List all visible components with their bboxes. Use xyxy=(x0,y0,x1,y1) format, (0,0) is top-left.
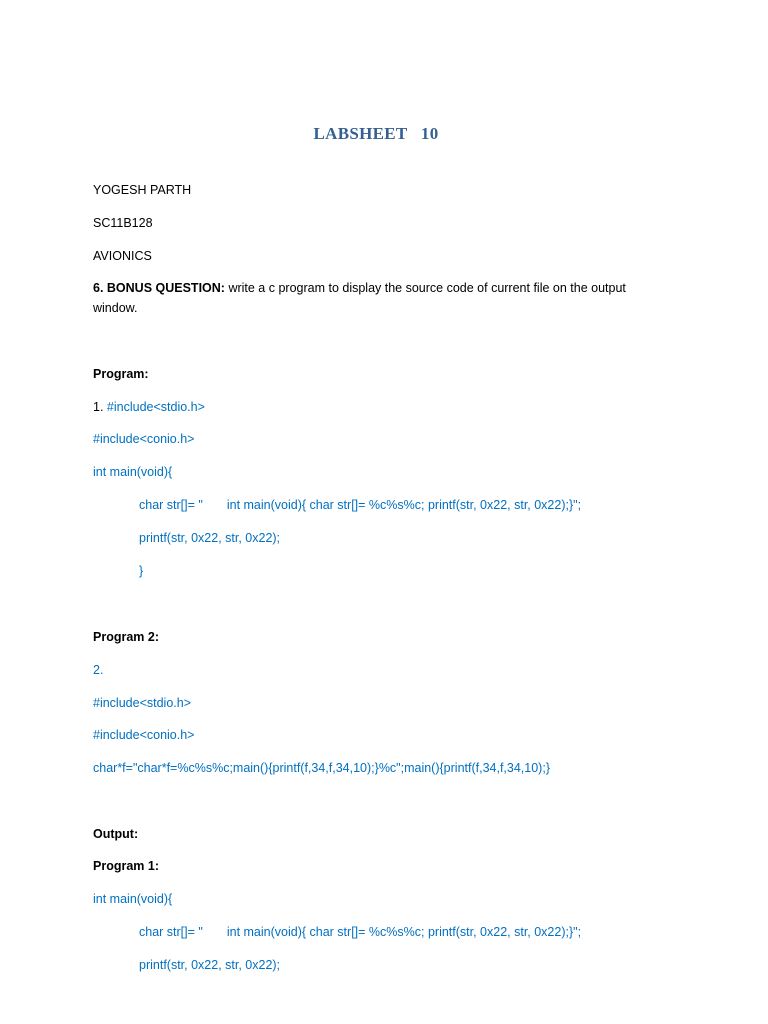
roll-number: SC11B128 xyxy=(93,216,153,230)
program1-heading: Program: xyxy=(93,367,149,381)
output-str-declaration xyxy=(139,924,581,940)
program1-line1 xyxy=(93,399,205,415)
question-paragraph xyxy=(93,280,626,296)
program1-closing-brace: } xyxy=(139,564,144,578)
document-title: LABSHEET 10 xyxy=(313,124,439,143)
program1-str-declaration xyxy=(139,497,581,513)
program1-number: 1. xyxy=(93,400,104,414)
program1-include-stdio: #include<stdio.h> xyxy=(103,400,205,414)
author-name: YOGESH PARTH xyxy=(93,183,192,197)
question-label: 6. BONUS QUESTION: xyxy=(93,281,225,295)
output-str-content: int main(void){ char str[]= %c%s%c; printf(str, 0x22, str, 0x22);}"; xyxy=(226,925,582,939)
output-str-prefix: char str[]= " xyxy=(139,925,203,939)
department: AVIONICS xyxy=(93,249,152,263)
program1-include-conio: #include<conio.h> xyxy=(93,432,195,446)
output-printf: printf(str, 0x22, str, 0x22); xyxy=(139,958,281,972)
program1-str-content: int main(void){ char str[]= %c%s%c; printf(str, 0x22, str, 0x22);}"; xyxy=(226,498,582,512)
program2-include-conio: #include<conio.h> xyxy=(93,728,195,742)
program2-heading: Program 2: xyxy=(93,630,159,644)
output-heading: Output: xyxy=(93,827,139,841)
question-text-continued: window. xyxy=(93,301,138,315)
output-main-signature: int main(void){ xyxy=(93,892,173,906)
program1-main-signature: int main(void){ xyxy=(93,465,173,479)
program1-str-prefix: char str[]= " xyxy=(139,498,203,512)
program2-number: 2. xyxy=(93,663,104,677)
question-text: write a c program to display the source code of current file on the output xyxy=(224,281,626,295)
program2-quine-line: char*f="char*f=%c%s%c;main(){printf(f,34,f,34,10);}%c";main(){printf(f,34,f,34,10);} xyxy=(93,761,550,775)
output-program1-subheading: Program 1: xyxy=(93,859,159,873)
program1-printf: printf(str, 0x22, str, 0x22); xyxy=(139,531,281,545)
program2-include-stdio: #include<stdio.h> xyxy=(93,696,191,710)
